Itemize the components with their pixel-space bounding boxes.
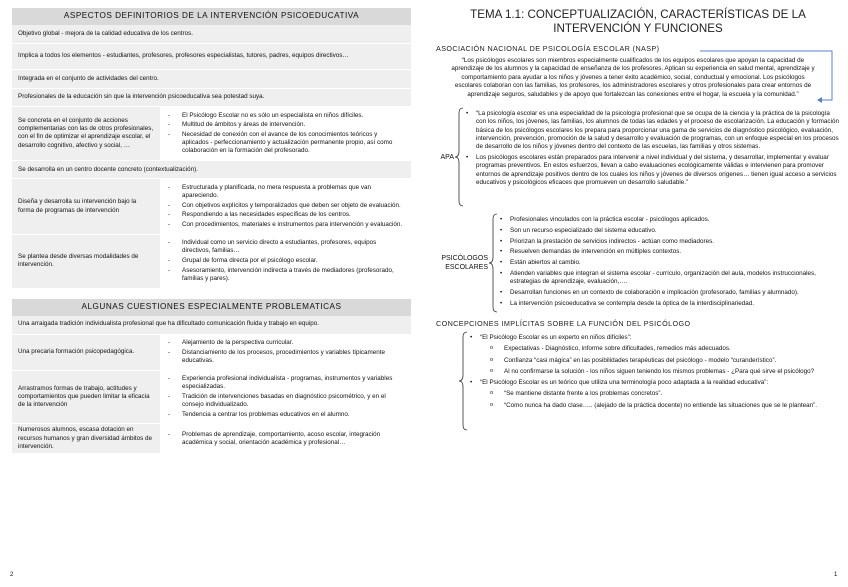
split4-label: Una precaria formación psicopedagógica. [12,334,160,370]
psicologos-block [436,213,840,313]
list-item: • “La psicología escolar es una especialidad de la psicología profesional que se ocupa de la ciencia y la práctica de la psicología con los niños, los jóvenes, las familias, los alumnos de todas las edades y el proceso de escolarización. La educación y formación básica de los psicólogos escolares los prepara para proporcionar una gama de servicios de diagnóstico psicológico, evaluación, intervención, prevención, promoción de la salud y desarrollo y evaluación de programas, con un enfoque especial en los procesos de desarrollo de los niños y jóvenes dentro del contexto de las escuelas, las familias y otros sistemas. [464,110,840,151]
concepciones-list [468,334,840,410]
split5-label: Arrastramos formas de trabajo, actitudes y comportamientos que pueden limitar la eficacia de la intervención [12,370,160,424]
psicologos-list [498,216,840,308]
list-item: - El Psicólogo Escolar no es sólo un especialista en niños difíciles. [164,112,405,120]
apa-block [436,107,840,207]
list-item: • Desarrollan funciones en un contexto de colaboración e implicación (profesorado, familias y alumnado). [498,289,840,297]
psicologos-content [498,213,840,313]
concepciones-brace [458,331,468,431]
apa-brace [454,107,464,207]
split3-label: Se plantea desde diversas modalidades de intervención. [12,234,160,288]
list-item: - Con procedimientos, materiales e instrumentos para intervención y evaluación. [164,221,405,229]
split3-list-cell [160,234,411,288]
row-tradicion: Una arraigada tradición individualista profesional que ha dificultado comunicación fluida y trabajo en equipo. [12,316,411,335]
problematicas-header: ALGUNAS CUESTIONES ESPECIALMENTE PROBLEMATICAS [12,299,411,316]
split1-label: Se concreta en el conjunto de acciones complementarias con las de otros profesionales, con el fin de optimizar el aprendizaje escolar, el desarrollo cognitivo, afectivo y social, … [12,107,160,161]
list-item: • Profesionales vinculados con la práctica escolar - psicólogos aplicados. [498,216,840,224]
psicologos-label-line1: PSICÓLOGOS [441,255,488,263]
apa-content [464,107,840,207]
list-item: - Grupal de forma directa por el psicólogo escolar. [164,257,405,265]
split1-list [164,112,405,156]
psicologos-label-line2: ESCOLARES [445,264,488,272]
page-number-right: 1 [834,572,838,578]
concepciones-spacer [436,331,458,431]
list-item: - Asesoramiento, intervención indirecta a través de mediadores (profesorado, familias y pares). [164,267,405,283]
concepcion-1-sublist [490,345,840,376]
list-item: • Los psicólogos escolares están preparados para intervenir a nivel individual y del sistema, y desarrollar, implementar y evaluar programas preventivos. En estos esfuerzos, llevan a cabo evaluaciones ecológicamente válidas e intervienen para promover entornos de aprendizaje positivos dentro de los cuales los niños y jóvenes de diversos orígenes… tienen igual acceso a servicios educativos y psicológicos eficaces que promueven un desarrollo saludable.” [464,154,840,187]
split3-list [164,239,405,283]
list-item: • La intervención psicoeducativa se contempla desde la óptica de la interdisciplinariedad. [498,300,840,308]
row-implica: Implica a todos los elementos - estudiantes, profesores, profesores especialistas, tutores, padres, equipos directivos… [12,44,411,70]
list-item: o “Se mantiene distante frente a los problemas concretos”. [490,390,840,398]
split1-list-cell [160,107,411,161]
apa-list [464,110,840,187]
list-item: - Con objetivos explícitos y temporalizados que deben ser objeto de evaluación. [164,202,405,210]
split5-list [164,375,405,419]
psicologos-label [436,213,488,313]
nasp-heading: ASOCIACIÓN NACIONAL DE PSICOLOGÍA ESCOLAR (NASP) [436,43,660,53]
list-item: - Tradición de intervenciones basadas en diagnóstico psicométrico, y en el consejo individualizado. [164,393,405,409]
concepciones-heading: CONCEPCIONES IMPLÍCITAS SOBRE LA FUNCIÓN DEL PSICÓLOGO [436,319,691,329]
list-item: - Distanciamiento de los procesos, procedimientos y variables típicamente educativas. [164,349,405,365]
list-item [468,379,840,410]
list-item: - Individual como un servicio directo a estudiantes, profesores, equipos directivos, familias… [164,239,405,255]
split6-label: Numerosos alumnos, escasa dotación en recursos humanos y gran diversidad ámbitos de intervención. [12,424,160,454]
list-item: - Alejamiento de la perspectiva curricular. [164,339,405,347]
definitorios-table [12,25,411,289]
concepcion-2-sublist [490,390,840,410]
list-item: o Al no confirmarse la solución - los niños siguen teniendo los mismos problemas - ¿Para qué sirve el psicólogo? [490,368,840,376]
concepciones-content [468,331,840,431]
list-item: o Expectativas - Diagnóstico, informe sobre dificultades, remedios más adecuados. [490,345,840,353]
list-item: - Respondiendo a las necesidades específicas de los centros. [164,211,405,219]
apa-label: APA [440,153,454,161]
list-item: • Están abiertos al cambio. [498,259,840,267]
list-item: • Priorizan la prestación de servicios indirectos - actúan como mediadores. [498,238,840,246]
concepcion-1: “El Psicólogo Escolar es un experto en niños difíciles”: [480,333,632,341]
row-centro: Se desarrolla en un centro docente concreto (contextualización). [12,160,411,179]
list-item: • Atienden variables que integran el sistema escolar - currículo, organización del aula, modelos instruccionales, estrategias de aprendizaje, evaluación,…. [498,270,840,287]
split2-label: Diseña y desarrolla su intervención bajo la forma de programas de intervención [12,179,160,234]
list-item: • Son un recurso especializado del sistema educativo. [498,227,840,235]
page-number-left: 2 [10,572,14,578]
split6-list-cell [160,424,411,454]
left-page [12,8,411,454]
row-objetivo: Objetivo global - mejora de la calidad educativa de los centros. [12,25,411,44]
concepcion-2: “El Psicólogo Escolar es un teórico que utiliza una terminología poco adaptada a la realidad educativa”: [480,379,769,387]
list-item: - Problemas de aprendizaje, comportamiento, acoso escolar, integración académica y social, orientación académica y profesional… [164,431,405,447]
page-title: TEMA 1.1: CONCEPTUALIZACIÓN, CARACTERÍSTICAS DE LA INTERVENCIÓN Y FUNCIONES [470,8,806,36]
list-item: - Tendencia a centrar los problemas educativos en el alumno. [164,411,405,419]
problematicas-table [12,316,411,454]
row-integrada: Integrada en el conjunto de actividades del centro. [12,70,411,89]
list-item: - Experiencia profesional individualista - programas, instrumentos y variables especializadas. [164,375,405,391]
split6-list [164,431,405,447]
list-item [468,334,840,376]
list-item: o Confianza “casi mágica” en las posibilidades terapéuticas del psicólogo - modelo “curanderístico”. [490,357,840,365]
list-item: - Multitud de ámbitos y áreas de intervención. [164,121,405,129]
split5-list-cell [160,370,411,424]
list-item: o “Como nunca ha dado clase….. (alejado de la práctica docente) no entiende las situaciones que se le plantean”. [490,402,840,410]
concepciones-block [436,331,840,431]
split2-list [164,184,405,229]
split4-list [164,339,405,365]
right-page [436,8,840,431]
list-item: • Resuelven demandas de intervención en múltiples contextos. [498,248,840,256]
definitorios-header: ASPECTOS DEFINITORIOS DE LA INTERVENCIÓN PSICOEDUCATIVA [12,8,411,25]
split2-list-cell [160,179,411,234]
list-item: - Necesidad de conexión con el avance de los conocimientos teóricos y aplicados - perfeccionamiento y actualización permanente propio, así como colaboración en la formación del profesorado. [164,131,405,156]
row-profesionales: Profesionales de la educación sin que la intervención psicoeducativa sea potestad suya. [12,88,411,107]
psicologos-brace [488,213,498,313]
list-item: - Estructurada y planificada, no mera respuesta a problemas que van apareciendo. [164,184,405,200]
split4-list-cell [160,334,411,370]
nasp-quote: “Los psicólogos escolares son miembros especialmente cualificados de los equipos escolares que apoyan la capacidad de aprendizaje de los alumnos y la capacidad de enseñanza de los profesores. Aplican su experiencia en salud mental, aprendizaje y comportamiento para ayudar a los niños y jóvenes a tener éxito académico, social, conductual y emocional. Los psicólogos escolares colaboran con las familias, los profesores, los administradores escolares y otros profesionales para crear entornos de aprendizaje seguros, saludables y de apoyo que fortalezcan las conexiones entre el hogar, la escuela y la comunidad.” [451,56,815,98]
